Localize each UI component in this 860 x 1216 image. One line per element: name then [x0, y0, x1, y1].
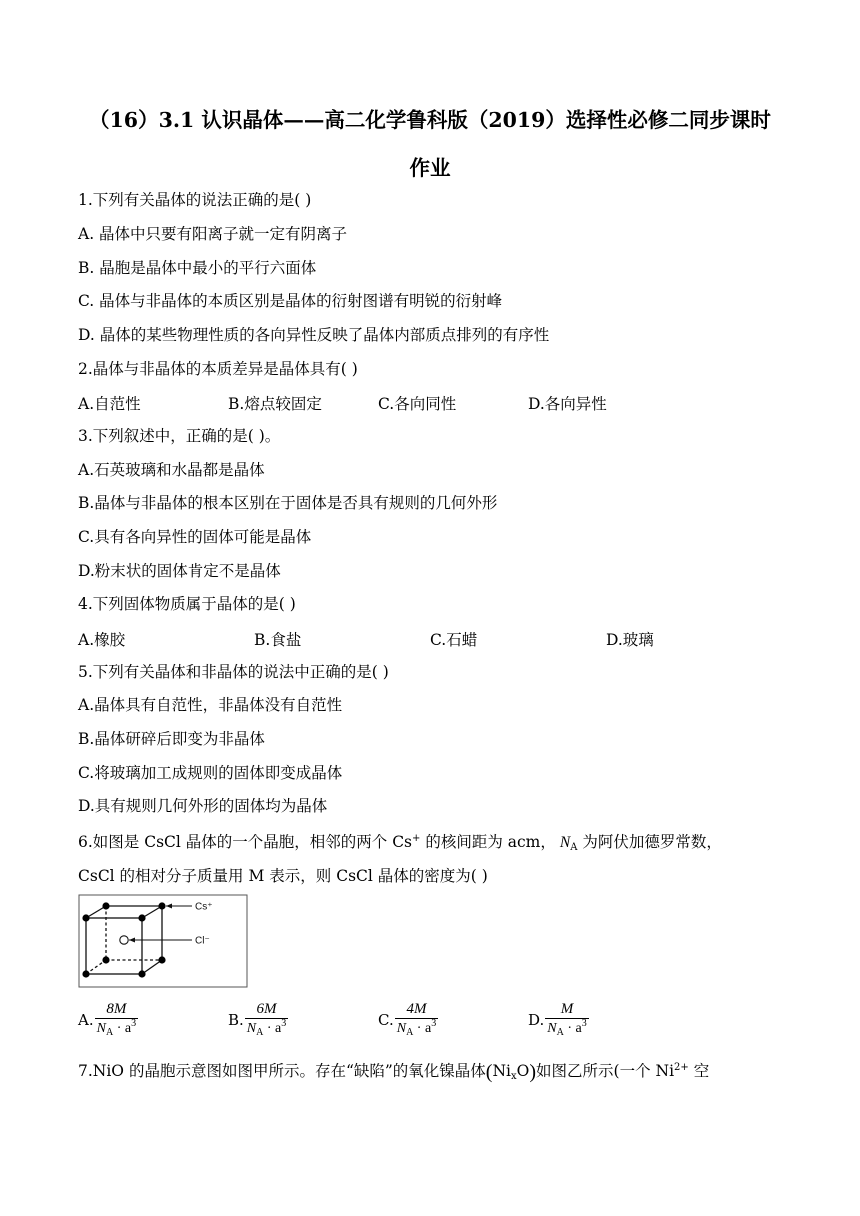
q4-option-c: C.石蜡: [430, 631, 478, 649]
q7-stem: 7.NiO 的晶胞示意图如图甲所示。存在“缺陷”的氧化镍晶体$(Ni_xO)$如图乙所示(一个 $Ni^{2+}$ 空: [78, 1061, 710, 1083]
q1-option-b: B. 晶胞是晶体中最小的平行六面体: [78, 259, 317, 277]
q3-option-d: D.粉末状的固体肯定不是晶体: [78, 562, 281, 580]
q6-option-a: A. $\frac{8M}{N_A \cdot a^3}$: [78, 1001, 137, 1038]
q6-option-d: D. $\frac{M}{N_A \cdot a^3}$: [528, 1001, 587, 1038]
cs-ion-label: Cs⁺: [195, 901, 213, 913]
q5-option-a: A.晶体具有自范性，非晶体没有自范性: [78, 696, 343, 714]
q5-option-d: D.具有规则几何外形的固体均为晶体: [78, 797, 328, 815]
q4-stem: 4.下列固体物质属于晶体的是( ): [78, 595, 296, 613]
cl-ion-label: Cl⁻: [195, 935, 210, 947]
page-title: [60, 96, 800, 192]
q6-stem: 6.如图是 CsCl 晶体的一个晶胞，相邻的两个 Cs+ 的核间距为 acm， $N_A$ 为阿伏加德罗常数，: [78, 833, 722, 853]
q1-option-c: C. 晶体与非晶体的本质区别是晶体的衍射图谱有明锐的衍射峰: [78, 292, 503, 310]
q1-stem: 1.下列有关晶体的说法正确的是( ): [78, 191, 312, 209]
q6-option-b: B. $\frac{6M}{N_A \cdot a^3}$: [228, 1001, 287, 1038]
q3-stem: 3.下列叙述中，正确的是( )。: [78, 427, 281, 445]
q2-option-d: D.各向异性: [528, 395, 607, 413]
q6-stem-line-2: CsCl 的相对分子质量用 M 表示，则 CsCl 晶体的密度为( ): [78, 867, 488, 885]
q6-option-c: C. $\frac{4M}{N_A \cdot a^3}$: [378, 1001, 437, 1038]
q3-option-a: A.石英玻璃和水晶都是晶体: [78, 461, 265, 479]
title-line-1: （16）3.1 认识晶体——高二化学鲁科版（2019）选择性必修二同步课时: [89, 108, 771, 132]
q2-stem: 2.晶体与非晶体的本质差异是晶体具有( ): [78, 360, 358, 378]
nixo-formula: $Ni_xO$: [492, 1062, 530, 1082]
title-line-2: 作业: [409, 156, 451, 180]
q3-option-b: B.晶体与非晶体的根本区别在于固体是否具有规则的几何外形: [78, 494, 498, 512]
q1-option-a: A. 晶体中只要有阳离子就一定有阴离子: [78, 225, 348, 243]
q2-option-c: C.各向同性: [378, 395, 457, 413]
q4-option-a: A.橡胶: [78, 631, 126, 649]
q4-option-d: D.玻璃: [606, 631, 654, 649]
q3-option-c: C.具有各向异性的固体可能是晶体: [78, 528, 312, 546]
q2-option-a: A.自范性: [78, 395, 141, 413]
q2-option-b: B.熔点较固定: [228, 395, 322, 413]
q5-option-b: B.晶体研碎后即变为非晶体: [78, 730, 265, 748]
q1-option-d: D. 晶体的某些物理性质的各向异性反映了晶体内部质点排列的有序性: [78, 326, 550, 344]
q5-stem: 5.下列有关晶体和非晶体的说法中正确的是( ): [78, 663, 389, 681]
q4-option-b: B.食盐: [254, 631, 302, 649]
cscl-unit-cell-figure: [78, 894, 248, 988]
q5-option-c: C.将玻璃加工成规则的固体即变成晶体: [78, 764, 343, 782]
